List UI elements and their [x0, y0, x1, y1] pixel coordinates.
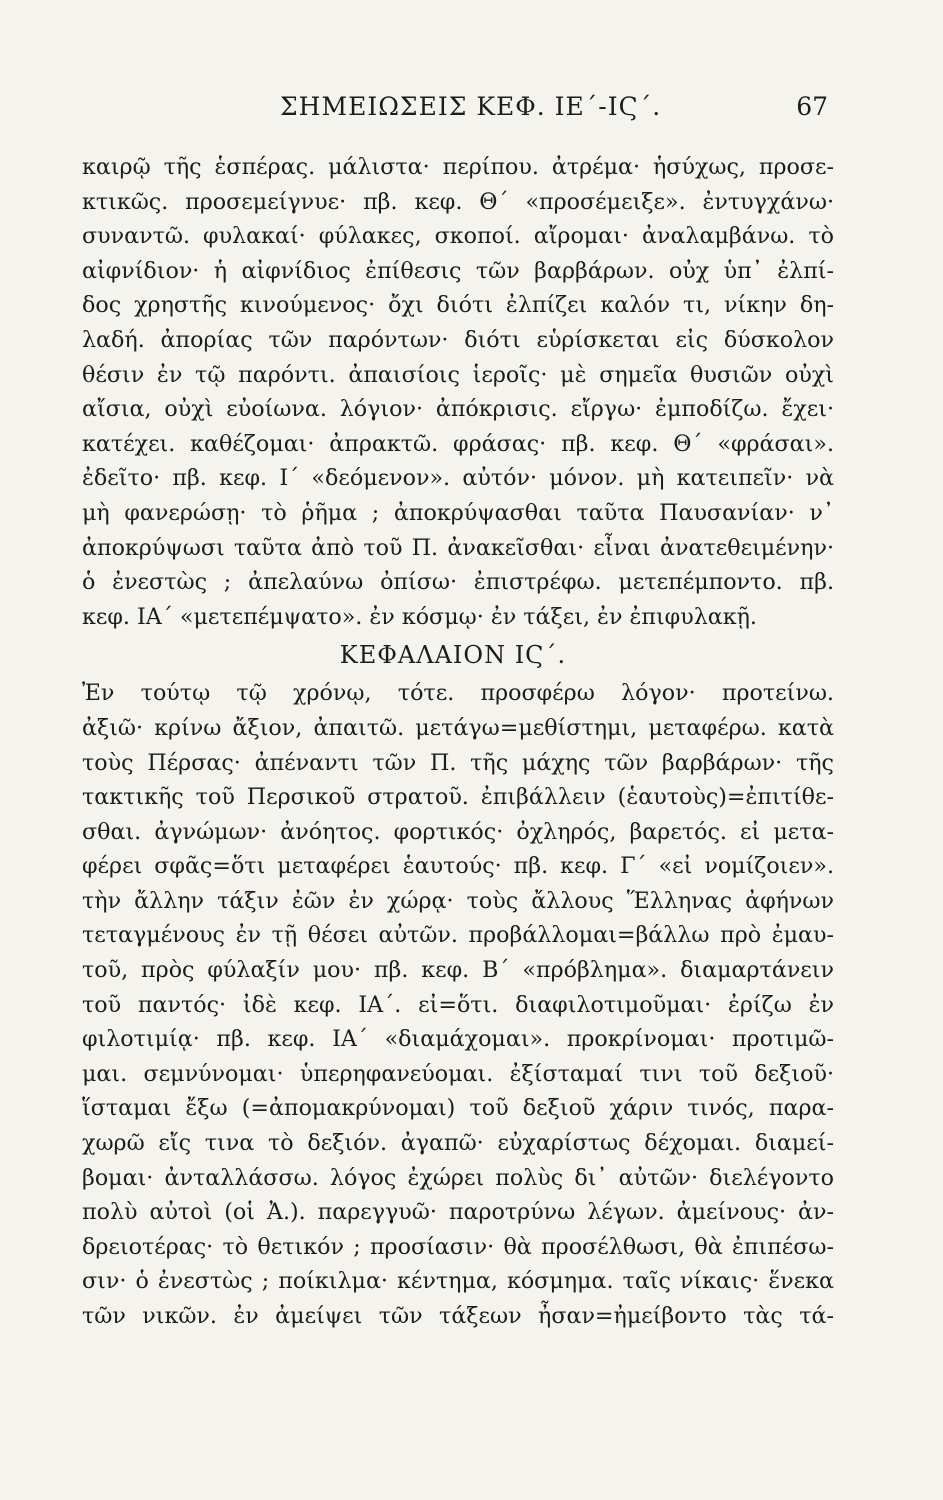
text-line: μαι. σεμνύνομαι· ὑπερηφανεύομαι. ἐξίσταμαί τινι τοῦ δεξιοῦ· — [82, 1060, 834, 1087]
text-line: σιν· ὁ ἐνεστὼς ; ποίκιλμα· κέντημα, κόσμημα. ταῖς νίκαις· ἕνεκα — [82, 1268, 834, 1295]
text-line: τεταγμένους ἐν τῇ θέσει αὐτῶν. προβάλλομαι=βάλλω πρὸ ἐμαυ- — [82, 922, 834, 949]
text-line: δος χρηστῆς κινούμενος· ὄχι διότι ἐλπίζει καλόν τι, νίκην δη- — [82, 292, 834, 319]
chapter-heading: ΚΕΦΑΛΑΙΟΝ ΙϚ΄. — [339, 641, 567, 670]
text-line: μὴ φανερώσῃ· τὸ ῥῆμα ; ἀποκρύψασθαι ταῦτα Παυσανίαν· ν᾽ — [82, 499, 834, 526]
notes-chapter-16 — [82, 676, 834, 1333]
text-line: φιλοτιμίᾳ· πβ. κεφ. ΙΑ΄ «διαμάχομαι». προκρίνομαι· προτιμῶ- — [82, 1026, 834, 1053]
text-line: ἐδεῖτο· πβ. κεφ. Ι΄ «δεόμενον». αὐτόν· μόνον. μὴ κατειπεῖν· νὰ — [82, 465, 834, 492]
text-line: δρειοτέρας· τὸ θετικόν ; προσίασιν· θὰ προσέλθωσι, θὰ ἐπιπέσω- — [82, 1233, 834, 1260]
text-line: τῶν νικῶν. ἐν ἀμείψει τῶν τάξεων ἦσαν=ἠμείβοντο τὰς τά- — [82, 1303, 834, 1329]
text-line: αἰφνίδιον· ἡ αἰφνίδιος ἐπίθεσις τῶν βαρβάρων. οὐχ ὑπ᾽ ἐλπί- — [82, 257, 834, 284]
text-line: καιρῷ τῆς ἑσπέρας. μάλιστα· περίπου. ἀτρέμα· ἡσύχως, προσε- — [82, 154, 834, 180]
text-line: κτικῶς. προσεμείγνυε· πβ. κεφ. Θ΄ «προσέμειξε». ἐντυγχάνω· — [82, 188, 834, 215]
text-line: χωρῶ εἴς τινα τὸ δεξιόν. ἀγαπῶ· εὐχαρίστως δέχομαι. διαμεί- — [82, 1130, 834, 1157]
text-line: θέσιν ἐν τῷ παρόντι. ἀπαισίοις ἱεροῖς· μὲ σημεῖα θυσιῶν οὐχὶ — [82, 361, 834, 388]
text-line: πολὺ αὐτοὶ (οἱ Ἀ.). παρεγγυῶ· παροτρύνω λέγων. ἀμείνους· ἀν- — [82, 1199, 834, 1226]
running-head-title: ΣΗΜΕΙΩΣΕΙΣ ΚΕΦ. ΙΕ΄-ΙϚ΄. — [280, 92, 662, 121]
text-line: τὴν ἄλλην τάξιν ἐῶν ἐν χώρᾳ· τοὺς ἄλλους Ἕλληνας ἀφήνων — [82, 887, 834, 914]
text-line: ὁ ἐνεστὼς ; ἀπελαύνω ὀπίσω· ἐπιστρέφω. μετεπέμποντο. πβ. — [82, 569, 834, 596]
text-line: κεφ. ΙΑ΄ «μετεπέμψατο». ἐν κόσμῳ· ἐν τάξει, ἐν ἐπιφυλακῇ. — [82, 603, 757, 630]
text-line: τοῦ, πρὸς φύλαξίν μου· πβ. κεφ. Β΄ «πρόβλημα». διαμαρτάνειν — [82, 957, 834, 984]
text-line: βομαι· ἀνταλλάσσω. λόγος ἐχώρει πολὺς δι᾽ αὐτῶν· διελέγοντο — [82, 1164, 834, 1191]
text-line: λαδή. ἀπορίας τῶν παρόντων· διότι εὑρίσκεται εἰς δύσκολον — [82, 326, 834, 353]
text-block — [82, 150, 834, 1334]
text-line: τοῦ παντός· ἰδὲ κεφ. ΙΑ΄. εἰ=ὅτι. διαφιλοτιμοῦμαι· ἐρίζω ἐν — [82, 991, 834, 1018]
text-line: ἀποκρύψωσι ταῦτα ἀπὸ τοῦ Π. ἀνακεῖσθαι· εἶναι ἀνατεθειμένην· — [82, 534, 834, 561]
text-line: σθαι. ἀγνώμων· ἀνόητος. φορτικός· ὀχληρός, βαρετός. εἰ μετα- — [82, 818, 834, 845]
text-line: συναντῶ. φυλακαί· φύλακες, σκοποί. αἴρομαι· ἀναλαμβάνω. τὸ — [82, 223, 834, 250]
text-line: τακτικῆς τοῦ Περσικοῦ στρατοῦ. ἐπιβάλλειν (ἑαυτοὺς)=ἐπιτίθε- — [82, 784, 834, 811]
notes-chapter-15 — [82, 150, 834, 634]
text-line: αἴσια, οὐχὶ εὐοίωνα. λόγιον· ἀπόκρισις. εἴργω· ἐμποδίζω. ἔχει· — [82, 396, 834, 423]
text-line: τοὺς Πέρσας· ἀπέναντι τῶν Π. τῆς μάχης τῶν βαρβάρων· τῆς — [82, 749, 834, 776]
text-line: ἵσταμαι ἔξω (=ἀπομακρύνομαι) τοῦ δεξιοῦ χάριν τινός, παρα- — [82, 1095, 834, 1122]
text-line: φέρει σφᾶς=ὅτι μεταφέρει ἑαυτούς· πβ. κεφ. Γ΄ «εἰ νομίζοιεν». — [82, 853, 834, 880]
text-line: κατέχει. καθέζομαι· ἀπρακτῶ. φράσας· πβ. κεφ. Θ΄ «φράσαι». — [82, 430, 834, 457]
running-head — [0, 92, 943, 132]
page-number: 67 — [796, 92, 828, 121]
text-line: ἀξιῶ· κρίνω ἄξιον, ἀπαιτῶ. μετάγω=μεθίστημι, μεταφέρω. κατὰ — [82, 714, 834, 741]
text-line: Ἐν τούτῳ τῷ χρόνῳ, τότε. προσφέρω λόγον· προτείνω. — [82, 680, 834, 707]
